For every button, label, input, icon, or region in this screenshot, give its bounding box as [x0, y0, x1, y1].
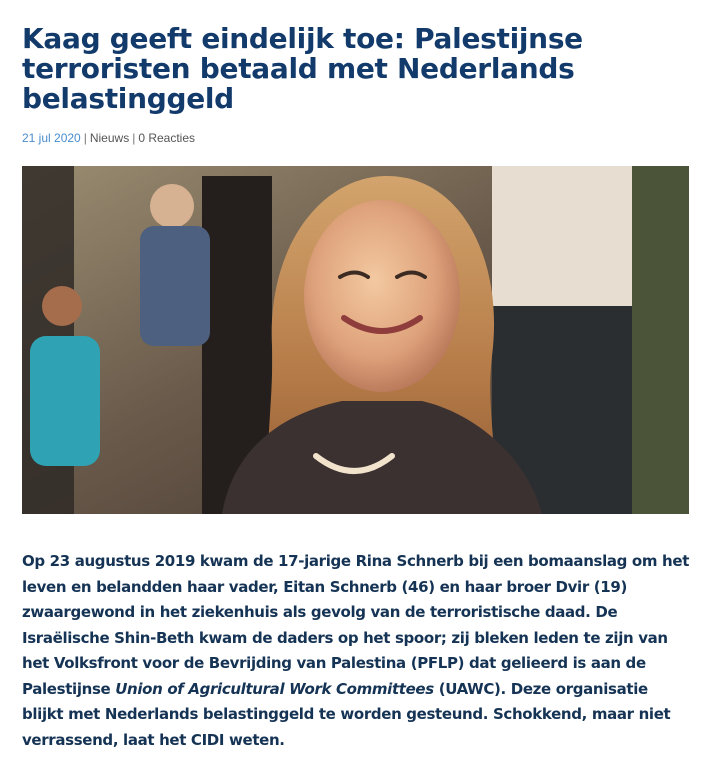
featured-image [22, 166, 689, 514]
body-text-part-1: Op 23 augustus 2019 kwam de 17-jarige Rina Schnerb bij een bomaanslag om het leven en belandden haar vader, Eitan Schnerb (46) en haar broer Dvir (19) zwaargewond in het ziekenhuis als gevolg van de terroristische daad. De Israëlische Shin-Beth kwam de daders op het spoor; zij bleken leden te zijn van het Volksfront voor de Bevrijding van Palestina (PFLP) dat gelieerd is aan de Palestijnse [22, 552, 690, 698]
article-meta [22, 131, 689, 145]
body-text-part-2: (UAWC). Deze organisatie blijkt met Nederlands belastinggeld te worden gesteund. Schokkend, maar niet verrassend, laat het CIDI weten. [22, 679, 671, 749]
category-link[interactable]: Nieuws [89, 131, 130, 145]
comments-link[interactable]: 0 Reacties [138, 131, 196, 145]
organisation-name: Union of Agricultural Work Committees [115, 679, 434, 698]
post-date[interactable]: 21 jul 2020 [22, 131, 81, 145]
article-body [22, 549, 692, 753]
meta-separator: | [132, 131, 136, 145]
photo-illustration [22, 166, 689, 514]
meta-separator: | [83, 131, 87, 145]
article-title: Kaag geeft eindelijk toe: Palestijnse terroristen betaald met Nederlands belastinggeld [22, 22, 583, 115]
